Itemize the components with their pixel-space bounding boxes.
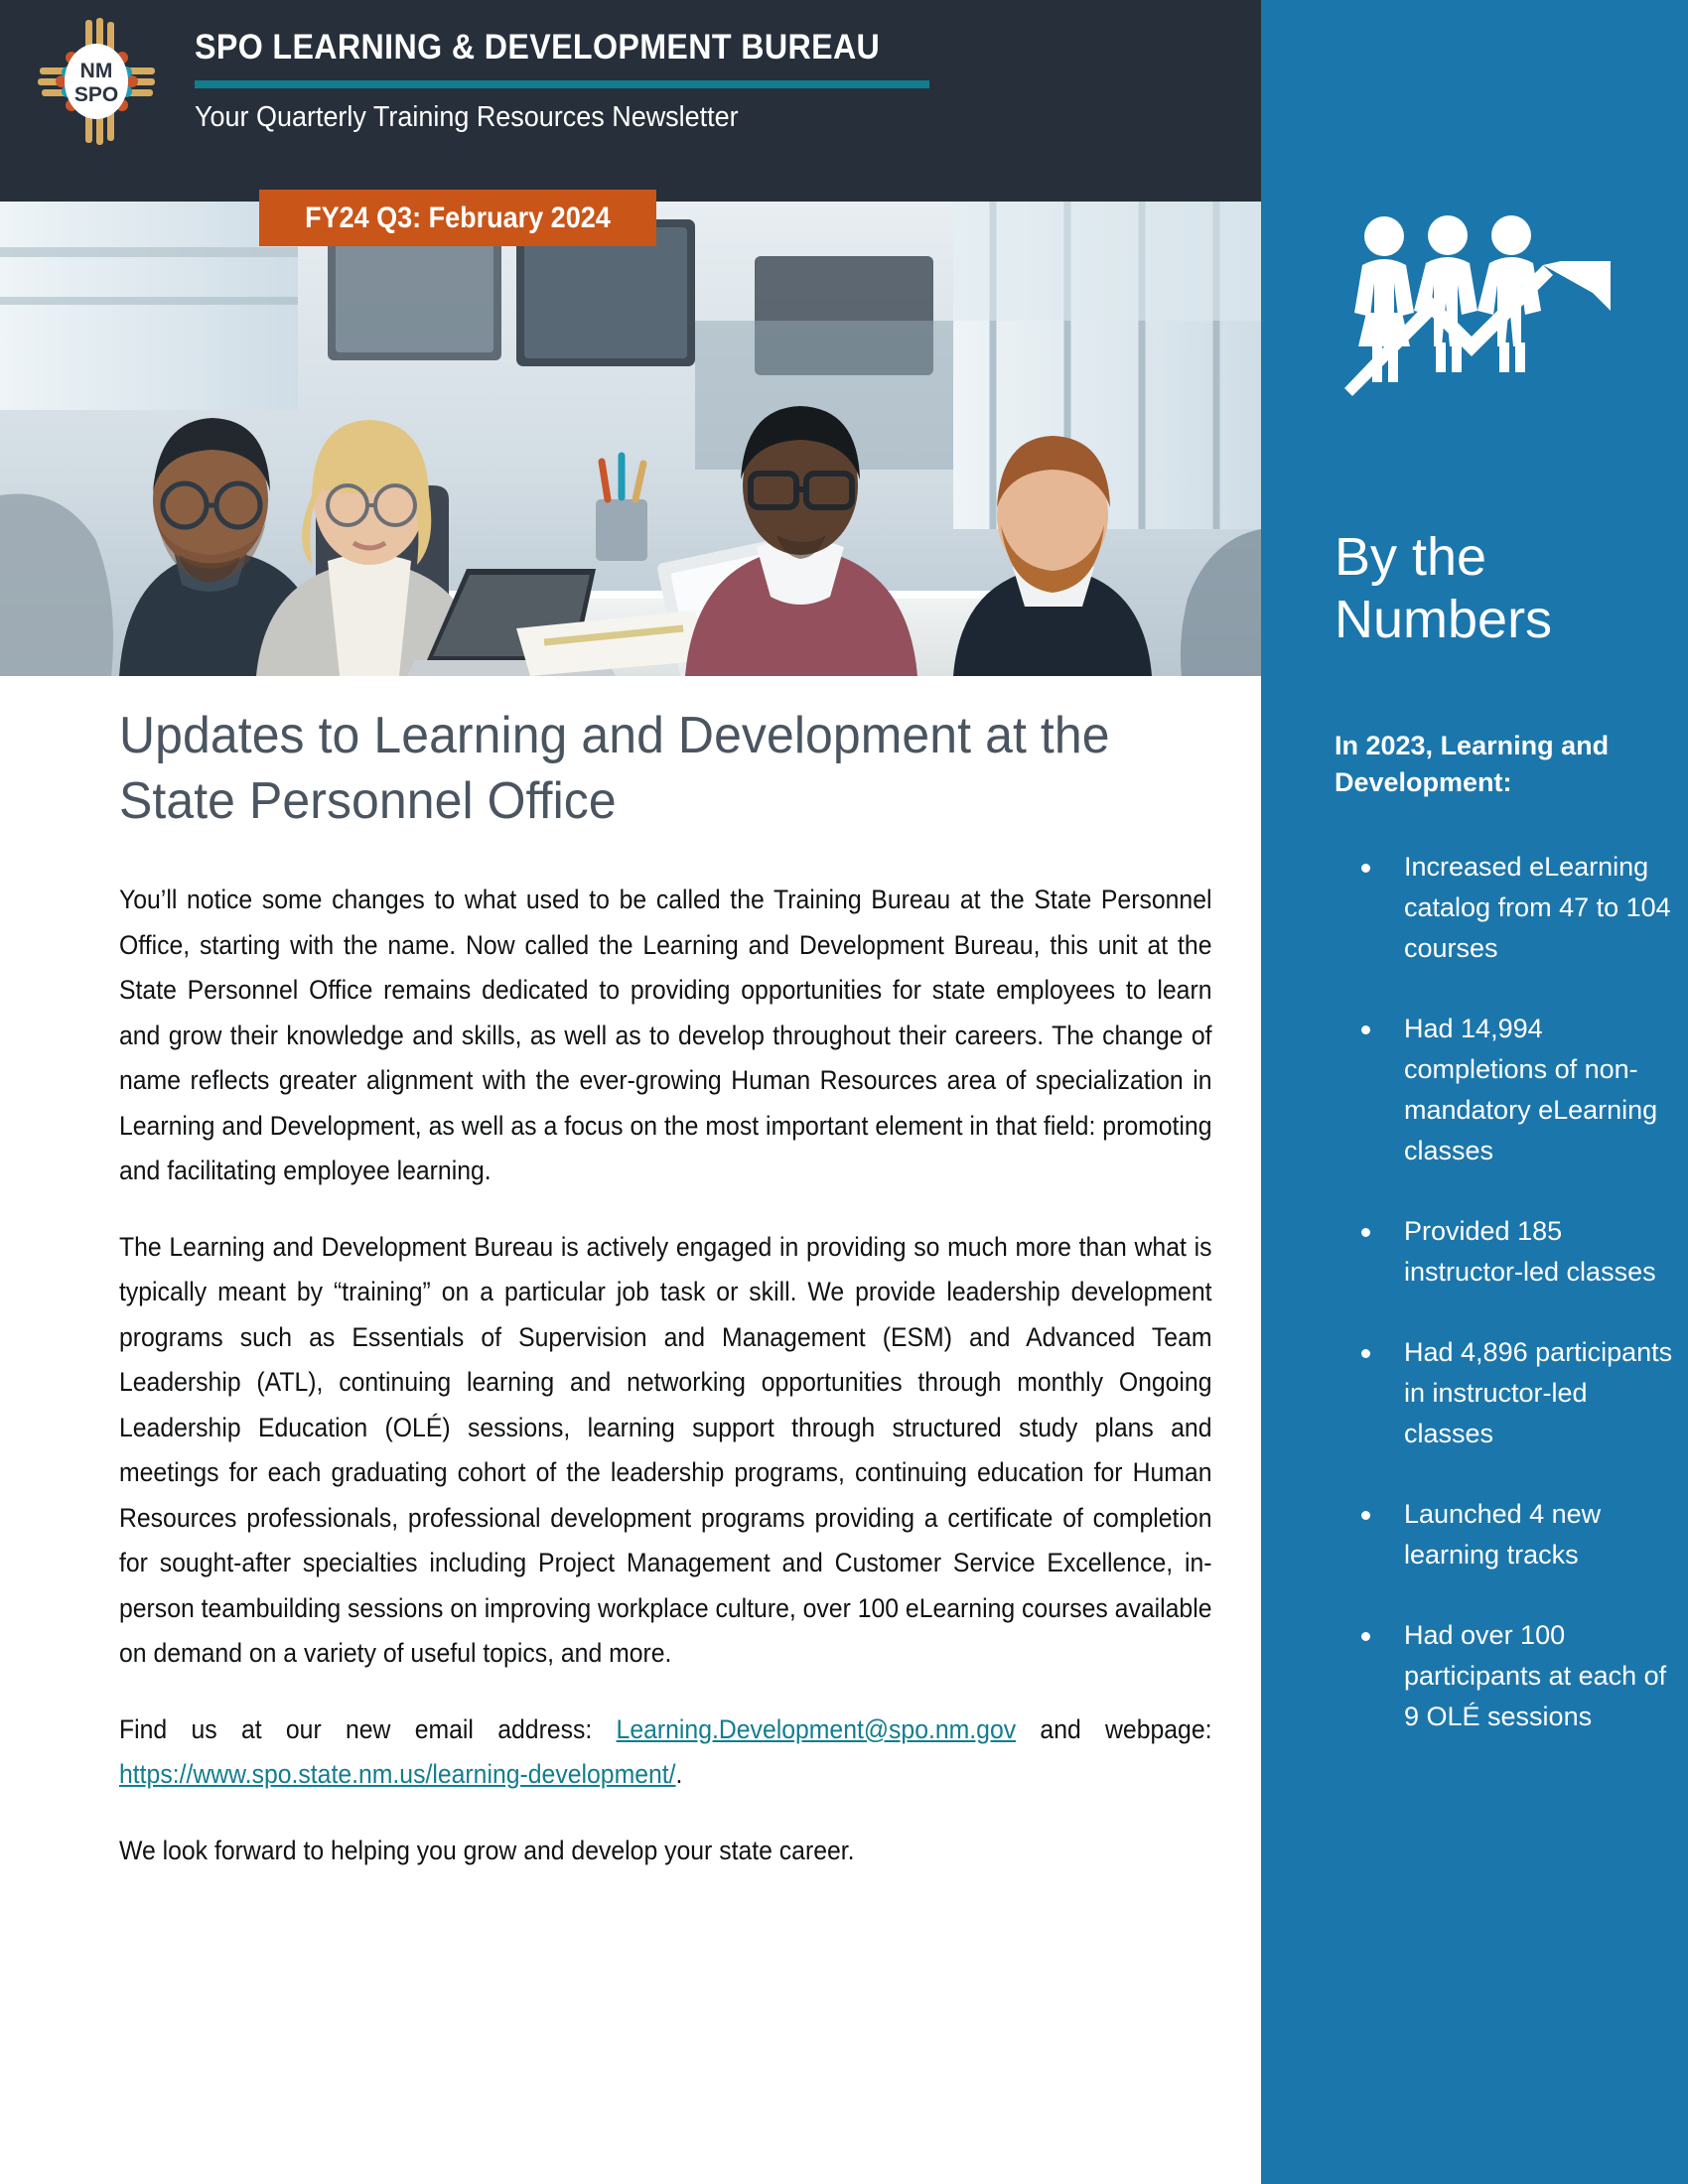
sidebar-title: By the Numbers bbox=[1335, 527, 1553, 649]
by-the-numbers-list bbox=[1336, 847, 1674, 1777]
article-paragraph-2: The Learning and Development Bureau is actively engaged in providing so much more than what is typically meant by “training” on a particular job task or skill. We provide leadership development programs such as Essentials of Supervision and Management (ESM) and Advanced Team Leadership (ATL), continuing learning and networking opportunities through monthly Ongoing Leadership Education (OLÉ) sessions, learning support through structured study plans and meetings for each graduating cohort of the leadership programs, continuing education for Human Resources professionals, professional development programs providing a certificate of completion for sought-after specialties including Project Management and Customer Service Excellence, in-person teambuilding sessions on improving workplace culture, over 100 eLearning courses available on demand on a variety of useful topics, and more. bbox=[119, 1231, 1212, 1668]
by-the-numbers-sidebar bbox=[1261, 0, 1688, 2184]
article-closing: We look forward to helping you grow and develop your state career. bbox=[119, 1835, 855, 1865]
bullet-icon bbox=[1361, 1349, 1370, 1358]
sidebar-lead-text: In 2023, Learning and Development: bbox=[1335, 731, 1610, 797]
list-item-text: Had 14,994 completions of non-mandatory eLearning classes bbox=[1404, 1014, 1658, 1165]
issue-date-label: FY24 Q3: February 2024 bbox=[305, 201, 611, 234]
bullet-icon bbox=[1361, 864, 1370, 873]
list-item-text: Provided 185 instructor-led classes bbox=[1404, 1216, 1656, 1287]
list-item bbox=[1336, 1332, 1674, 1454]
list-item bbox=[1336, 1494, 1674, 1575]
list-item-text: Had over 100 participants at each of 9 OLÉ sessions bbox=[1404, 1620, 1667, 1731]
list-item-text: Had 4,896 participants in instructor-led classes bbox=[1404, 1337, 1673, 1448]
article-paragraph-1: You’ll notice some changes to what used to be called the Training Bureau at the State Personnel Office, starting with the name. Now called the Learning and Development Bureau, this unit at the State Personnel Office remains dedicated to providing opportunities for state employees to learn and grow their knowledge and skills, as well as to develop throughout their careers. The change of name reflects greater alignment with the ever-growing Human Resources area of specialization in Learning and Development, as well as a focus on the most important element in that field: promoting and facilitating employee learning. bbox=[119, 885, 1212, 1185]
office-meeting-photo bbox=[0, 202, 1261, 676]
nm-spo-zia-logo-icon bbox=[38, 18, 155, 145]
list-item bbox=[1336, 1009, 1674, 1171]
issue-date-badge bbox=[259, 190, 656, 246]
contact-suffix-text: . bbox=[675, 1759, 683, 1789]
contact-prefix-text: Find us at our new email address: bbox=[119, 1713, 617, 1744]
logo-text-nm: NM bbox=[79, 60, 113, 82]
article-contact-paragraph bbox=[119, 1707, 1211, 1798]
people-growth-chart-icon bbox=[1323, 204, 1620, 402]
email-link[interactable]: Learning.Development@spo.nm.gov bbox=[616, 1713, 1017, 1744]
bullet-icon bbox=[1361, 1025, 1370, 1034]
webpage-link[interactable]: https://www.spo.state.nm.us/learning-development/ bbox=[119, 1759, 676, 1789]
page-title: Updates to Learning and Development at the State Personnel Office bbox=[119, 707, 1110, 830]
header-text-group bbox=[195, 26, 1188, 136]
list-item bbox=[1336, 1615, 1674, 1737]
list-item-text: Increased eLearning catalog from 47 to 104 courses bbox=[1404, 852, 1671, 963]
article bbox=[119, 703, 1211, 1873]
bullet-icon bbox=[1361, 1632, 1370, 1641]
header-subtitle: Your Quarterly Training Resources Newsletter bbox=[195, 101, 739, 133]
contact-middle-text: and webpage: bbox=[1016, 1713, 1212, 1744]
bullet-icon bbox=[1361, 1228, 1370, 1237]
header-title: SPO LEARNING & DEVELOPMENT BUREAU bbox=[195, 28, 881, 67]
header-divider bbox=[195, 80, 929, 88]
logo-text-spo: SPO bbox=[73, 83, 119, 106]
bullet-icon bbox=[1361, 1511, 1370, 1520]
list-item-text: Launched 4 new learning tracks bbox=[1404, 1499, 1602, 1570]
list-item bbox=[1336, 847, 1674, 969]
list-item bbox=[1336, 1211, 1674, 1293]
